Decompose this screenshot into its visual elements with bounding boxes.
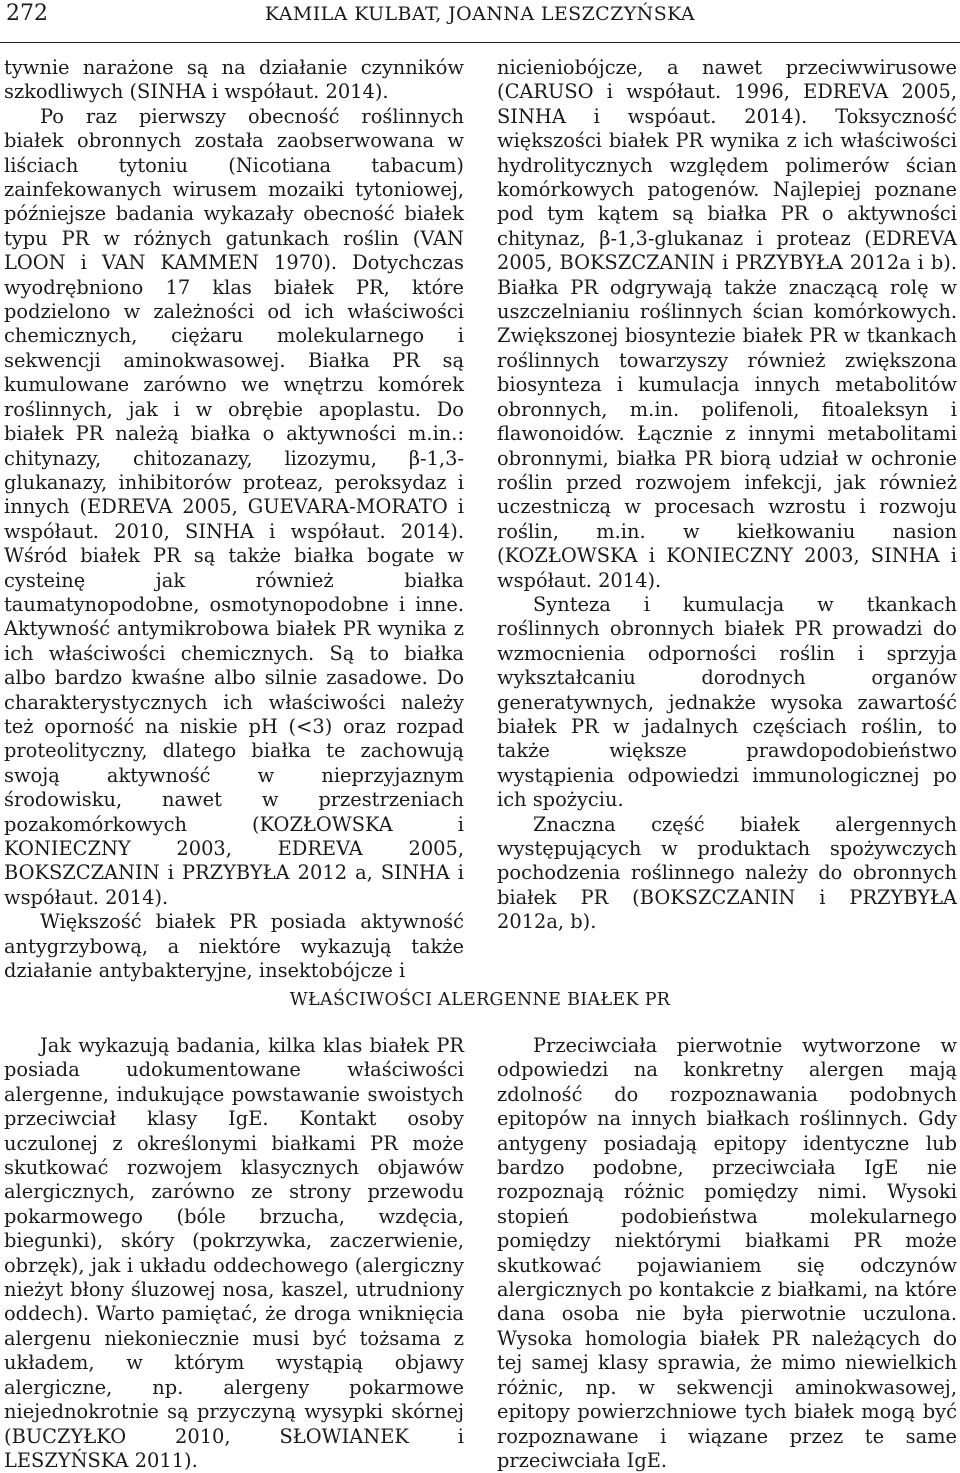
column-top-right (497, 56, 957, 935)
column-top-left (4, 56, 464, 983)
column-bottom-left (4, 1034, 464, 1473)
paragraph: Po raz pierwszy obecność roślinnych białek obronnych została zaobserwowana w liściach tytoniu (Nicotiana tabacum) zainfekowanych wirusem mozaiki tytoniowej, późniejsze badania wykazały obecność białek typu PR w różnych gatunkach roślin (VAN LOON i VAN KAMMEN 1970). Dotychczas wyodrębniono 17 klas białek PR, które podzielono w zależności od ich właściwości chemicznych, ciężaru molekularnego i sekwencji aminokwasowej. Białka PR są kumulowane zarówno we wnętrzu komórek roślinnych, jak i w obrębie apoplastu. Do białek PR należą białka o aktywności m.in.: chitynazy, chitozanazy, lizozymu, β-1,3-glukanazy, inhibitorów proteaz, peroksydaz i innych (EDREVA 2005, GUEVARA-MORATO i współaut. 2010, SINHA i współaut. 2014). Wśród białek PR są także białka bogate w cysteinę jak również białka taumatynopodobne, osmotynopodobne i inne. Aktywność antymikrobowa białek PR wynika z ich właściwości chemicznych. Są to białka albo bardzo kwaśne albo silnie zasadowe. Do charakterystycznych ich właściwości należy też oporność na niskie pH (<3) oraz rozpad proteolityczny, dlatego białka te zachowują swoją aktywność w nieprzyjaznym środowisku, nawet w przestrzeniach pozakomórkowych (KOZŁOWSKA i KONIECZNY 2003, EDREVA 2005, BOKSZCZANIN i PRZYBYŁA 2012 a, SINHA i współaut. 2014). (4, 104, 464, 909)
page-number: 272 (6, 1, 48, 26)
column-bottom-right (497, 1034, 957, 1473)
page-header (0, 0, 960, 43)
paragraph: Znaczna część białek alergennych występujących w produktach spożywczych pochodzenia roślinnego należy do obronnych białek PR (BOKSZCZANIN i PRZYBYŁA 2012a, b). (497, 812, 957, 934)
paragraph: nicieniobójcze, a nawet przeciwwirusowe (CARUSO i współaut. 1996, EDREVA 2005, SINHA i wspóaut. 2014). Toksyczność większości białek PR wynika z ich właściwości hydrolitycznych względem polimerów ścian komórkowych patogenów. Najlepiej poznane pod tym kątem są białka PR o aktywności chitynaz, β-1,3-glukanaz i proteaz (EDREVA 2005, BOKSZCZANIN i PRZYBYŁA 2012a i b). Białka PR odgrywają także znaczącą rolę w uszczelnianiu roślinnych ścian komórkowych. Zwiększonej biosyntezie białek PR w tkankach roślinnych towarzyszy również zwiększona biosynteza i kumulacja innych metabolitów obronnych, m.in. polifenoli, fitoaleksyn i flawonoidów. Łącznie z innymi metabolitami obronnymi, białka PR biorą udział w ochronie roślin przed rozwojem infekcji, jak również uczestniczą w procesach wzrostu i rozwoju roślin, m.in. w kiełkowaniu nasion (KOZŁOWSKA i KONIECZNY 2003, SINHA i współaut. 2014). (497, 56, 957, 592)
paragraph: Przeciwciała pierwotnie wytworzone w odpowiedzi na konkretny alergen mają zdolność do rozpoznawania podobnych epitopów na innych białkach roślinnych. Gdy antygeny posiadają epitopy identyczne lub bardzo podobne, przeciwciała IgE nie rozpoznają różnic pomiędzy nimi. Wysoki stopień podobieństwa molekularnego pomiędzy niektórymi białkami PR może skutkować pojawianiem się odczynów alergicznych po kontakcie z białkami, na które dana osoba nie była pierwotnie uczulona. Wysoka homologia białek PR należących do tej samej klasy sprawia, że mimo niewielkich różnic, np. w sekwencji aminokwasowej, epitopy powierzchniowe tych białek mogą być rozpoznawane i wiązane przez te same przeciwciała IgE. (497, 1034, 957, 1472)
running-head-authors: KAMILA KULBAT, JOANNA LESZCZYŃSKA (264, 3, 696, 25)
paragraph: Jak wykazują badania, kilka klas białek PR posiada udokumentowane właściwości alergenne, indukujące powstawanie swoistych przeciwciał klasy IgE. Kontakt osoby uczulonej z określonymi białkami PR może skutkować rozwojem klasycznych objawów alergicznych, zarówno ze strony przewodu pokarmowego (bóle brzucha, wzdęcia, biegunki), skóry (pokrzywka, zaczerwienie, obrzęk), jak i układu oddechowego (alergiczny nieżyt błony śluzowej nosa, kaszel, utrudniony oddech). Warto pamiętać, że droga wniknięcia alergenu niekoniecznie musi być tożsama z układem, w którym wystąpią objawy alergiczne, np. alergeny pokarmowe niejednokrotnie są przyczyną wysypki skórnej (BUCZYŁKO 2010, SŁOWIANEK i LESZYŃSKA 2011). (4, 1034, 464, 1472)
paragraph: Większość białek PR posiada aktywność antygrzybową, a niektóre wykazują także działanie antybakteryjne, insektobójcze i (4, 910, 464, 983)
section-title: WŁAŚCIWOŚCI ALERGENNE BIAŁEK PR (289, 990, 671, 1010)
paragraph: tywnie narażone są na działanie czynników szkodliwych (SINHA i współaut. 2014). (4, 56, 464, 104)
paragraph: Synteza i kumulacja w tkankach roślinnych obronnych białek PR prowadzi do wzmocnienia odporności roślin i sprzyja wykształcaniu dorodnych organów generatywnych, jednakże wysoka zawartość białek PR w jadalnych częściach roślin, to także większe prawdopodobieństwo wystąpienia odpowiedzi immunologicznej po ich spożyciu. (497, 592, 957, 812)
